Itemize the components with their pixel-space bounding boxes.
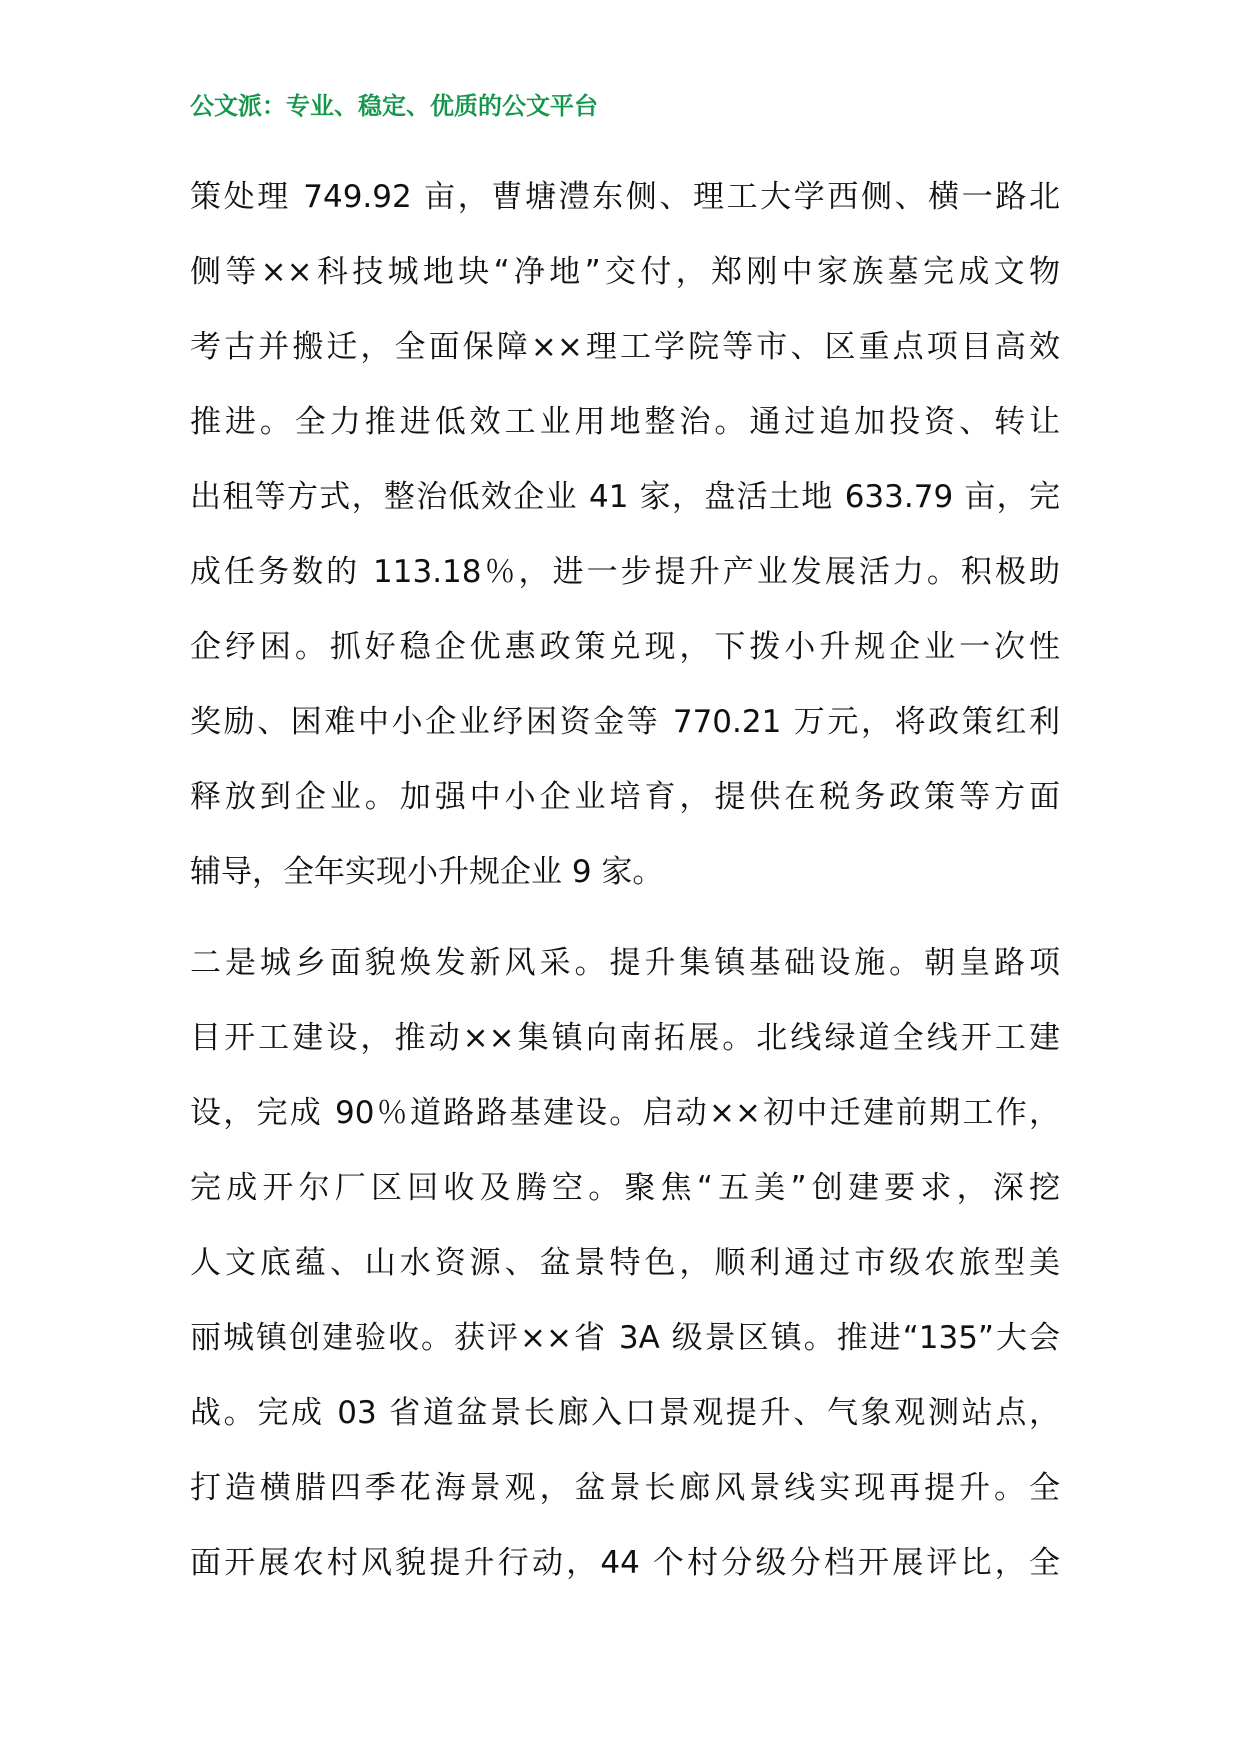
paragraph-line: 考古并搬迁，全面保障××理工学院等市、区重点项目高效: [190, 329, 1060, 365]
paragraph-line: 面开展农村风貌提升行动，44 个村分级分档开展评比，全: [190, 1545, 1060, 1581]
paragraph-line: 侧等××科技城地块“净地”交付，郑刚中家族墓完成文物: [190, 254, 1060, 290]
paragraph-line: 二是城乡面貌焕发新风采。提升集镇基础设施。朝皇路项: [190, 945, 1060, 981]
paragraph-line: 打造横腊四季花海景观，盆景长廊风景线实现再提升。全: [190, 1470, 1060, 1506]
paragraph-line: 丽城镇创建验收。获评××省 3A 级景区镇。推进“135”大会: [190, 1320, 1060, 1356]
paragraph-line: 企纾困。抓好稳企优惠政策兑现，下拨小升规企业一次性: [190, 629, 1060, 665]
paragraph-2: [190, 926, 1060, 1601]
paragraph-line: 策处理 749.92 亩，曹塘澧东侧、理工大学西侧、横一路北: [190, 179, 1060, 215]
paragraph-line: 出租等方式，整治低效企业 41 家，盘活土地 633.79 亩，完: [190, 479, 1060, 515]
paragraph-line: 目开工建设，推动××集镇向南拓展。北线绿道全线开工建: [190, 1020, 1060, 1056]
paragraph-line: 释放到企业。加强中小企业培育，提供在税务政策等方面: [190, 779, 1060, 815]
paragraph-line: 推进。全力推进低效工业用地整治。通过追加投资、转让: [190, 404, 1060, 440]
paragraph-line: 完成开尔厂区回收及腾空。聚焦“五美”创建要求，深挖: [190, 1170, 1060, 1206]
paragraph-line: 辅导，全年实现小升规企业 9 家。: [190, 854, 664, 890]
page-header: 公文派：专业、稳定、优质的公文平台: [190, 92, 598, 120]
paragraph-line: 成任务数的 113.18％，进一步提升产业发展活力。积极助: [190, 554, 1060, 590]
paragraph-line: 奖励、困难中小企业纾困资金等 770.21 万元，将政策红利: [190, 704, 1060, 740]
paragraph-line: 人文底蕴、山水资源、盆景特色，顺利通过市级农旅型美: [190, 1245, 1060, 1281]
paragraph-line: 战。完成 03 省道盆景长廊入口景观提升、气象观测站点，: [190, 1395, 1060, 1431]
paragraph-line: 设，完成 90％道路路基建设。启动××初中迁建前期工作，: [190, 1095, 1060, 1131]
paragraph-1: [190, 160, 1060, 910]
